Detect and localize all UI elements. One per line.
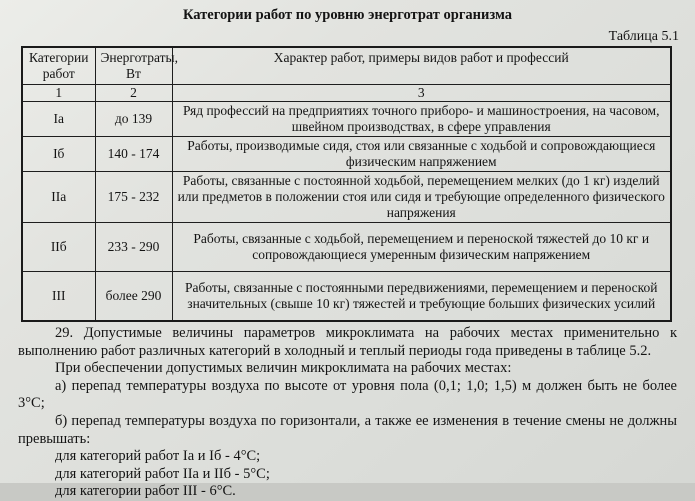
category-cell: Iа — [22, 102, 95, 137]
list-item-category-3: для категории работ III - 6°С. — [55, 483, 236, 500]
header-energy-line2: Вт — [126, 66, 141, 81]
column-numbers-row — [22, 85, 671, 102]
description-cell: Работы, производимые сидя, стоя или связанные с ходьбой и сопровождающиеся физическим напряжением — [172, 137, 671, 172]
header-energy-line1: Энерготраты, — [100, 50, 178, 65]
paragraph-a: а) перепад температуры воздуха по высоте от уровня пола (0,1; 1,0; 1,5) м должен быть не более 3°С; — [18, 377, 677, 412]
column-number-3: 3 — [172, 85, 671, 102]
description-cell: Ряд профессий на предприятиях точного приборо- и машиностроения, на часовом, швейном производствах, в сфере управления — [172, 102, 671, 137]
header-energy — [95, 47, 178, 85]
paragraph-29: 29. Допустимые величины параметров микроклимата на рабочих местах применительно к выполнению работ различных категорий в холодный и теплый периоды года приведены в таблице 5.2. — [18, 325, 677, 359]
body-text — [18, 325, 677, 501]
category-cell: III — [22, 272, 95, 322]
energy-cell: 233 - 290 — [95, 223, 172, 272]
list-item-categories-1a-1b: для категорий работ Iа и Iб - 4°С; — [55, 448, 261, 465]
table-row — [22, 102, 671, 137]
category-cell: IIа — [22, 172, 95, 223]
energy-cell: 140 - 174 — [95, 137, 172, 172]
column-number-2: 2 — [95, 85, 172, 102]
page-title: Категории работ по уровню энерготрат организма — [182, 7, 513, 23]
energy-cell: до 139 — [95, 102, 172, 137]
table-header-row — [22, 47, 671, 85]
header-category-line1: Категории — [28, 50, 89, 65]
table-row — [22, 223, 671, 272]
table-row — [22, 137, 671, 172]
work-categories-table — [21, 46, 672, 322]
table-caption: Таблица 5.1 — [608, 29, 679, 44]
description-cell: Работы, связанные с ходьбой, перемещением и переноской тяжестей до 10 кг и сопровождающиеся умеренным физическим напряжением — [172, 223, 671, 272]
description-cell: Работы, связанные с постоянными передвижениями, перемещением и переноской значительных (свыше 10 кг) тяжестей и требующие больших физических усилий — [172, 272, 671, 322]
energy-cell: 175 - 232 — [95, 172, 172, 223]
description-cell: Работы, связанные с постоянной ходьбой, перемещением мелких (до 1 кг) изделий или предметов в положении стоя или сидя и требующие определенного физического напряжения — [172, 172, 671, 223]
table-row — [22, 272, 671, 322]
paragraph-provision: При обеспечении допустимых величин микроклимата на рабочих местах: — [55, 360, 512, 377]
category-cell: Iб — [22, 137, 95, 172]
table-row — [22, 172, 671, 223]
list-item-categories-2a-2b: для категорий работ IIа и IIб - 5°С; — [55, 465, 270, 482]
paragraph-b: б) перепад температуры воздуха по горизонтали, а также ее изменения в течение смены не должны превышать: — [18, 412, 677, 447]
column-number-1: 1 — [22, 85, 95, 102]
header-category-line2: работ — [42, 66, 75, 81]
header-description: Характер работ, примеры видов работ и профессий — [172, 47, 671, 85]
category-cell: IIб — [22, 223, 95, 272]
header-category — [22, 47, 95, 85]
energy-cell: более 290 — [95, 272, 172, 322]
